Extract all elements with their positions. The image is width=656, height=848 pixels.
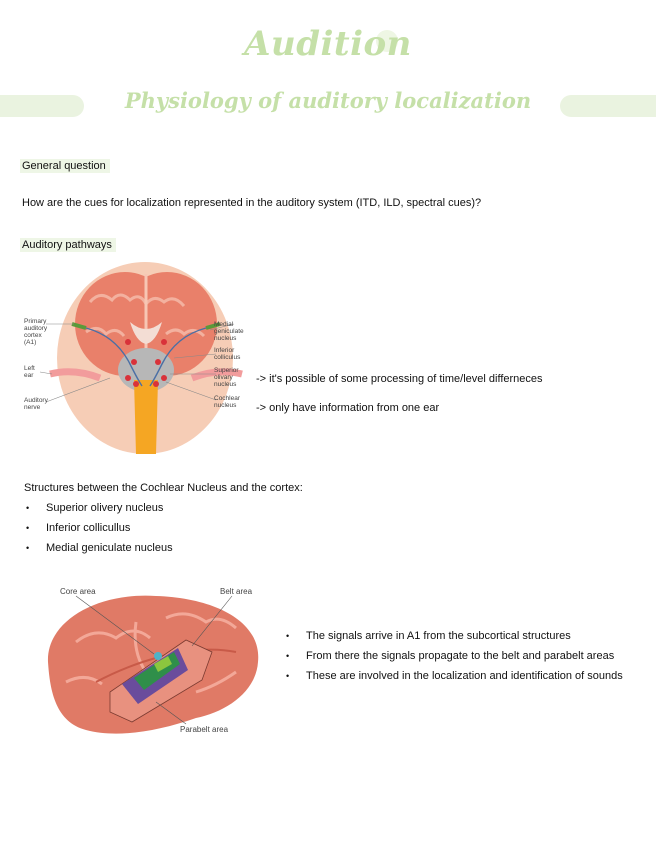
label-core-area: Core area: [60, 587, 96, 596]
auditory-pathways-heading: Auditory pathways: [20, 238, 116, 252]
label-cochlear-nucleus: Cochlear nucleus: [214, 395, 241, 409]
list-item: • From there the signals propagate to the belt and parabelt areas: [286, 646, 623, 666]
page-title: Audition: [244, 24, 412, 64]
note-superior-olivary: -> it's possible of some processing of time/level differneces: [256, 373, 543, 385]
general-question-heading: General question: [20, 159, 110, 173]
list-item: • Superior olivery nucleus: [26, 498, 173, 518]
general-question-text: How are the cues for localization represented in the auditory system (ITD, ILD, spectral cues)?: [22, 197, 482, 209]
label-primary-cortex: Primary auditory cortex (A1): [24, 318, 48, 346]
structures-list: [26, 498, 173, 558]
list-item: • Medial geniculate nucleus: [26, 538, 173, 558]
structures-heading: Structures between the Cochlear Nucleus and the cortex:: [24, 482, 303, 494]
core-marker: [154, 652, 162, 660]
brainstem: [134, 380, 158, 454]
label-left-ear: Left ear: [24, 365, 35, 379]
auditory-areas-figure: [36, 582, 276, 742]
label-parabelt-area: Parabelt area: [180, 725, 229, 734]
label-auditory-nerve: Auditory nerve: [24, 397, 48, 411]
auditory-pathway-figure: [20, 262, 250, 454]
label-superior-olivary: Superior olivary nucleus: [214, 367, 239, 388]
label-belt-area: Belt area: [220, 587, 253, 596]
note-cochlear: -> only have information from one ear: [256, 402, 440, 414]
list-item: • The signals arrive in A1 from the subcortical structures: [286, 626, 623, 646]
signals-list: [286, 626, 623, 686]
list-item: • These are involved in the localization and identification of sounds: [286, 666, 623, 686]
list-item: • Inferior collicullus: [26, 518, 173, 538]
label-inferior-colliculus: Inferior colliculus: [214, 347, 241, 361]
page-subtitle: Physiology of auditory localization: [124, 88, 532, 113]
label-medial-geniculate: Medial geniculate nucleus: [214, 321, 244, 342]
